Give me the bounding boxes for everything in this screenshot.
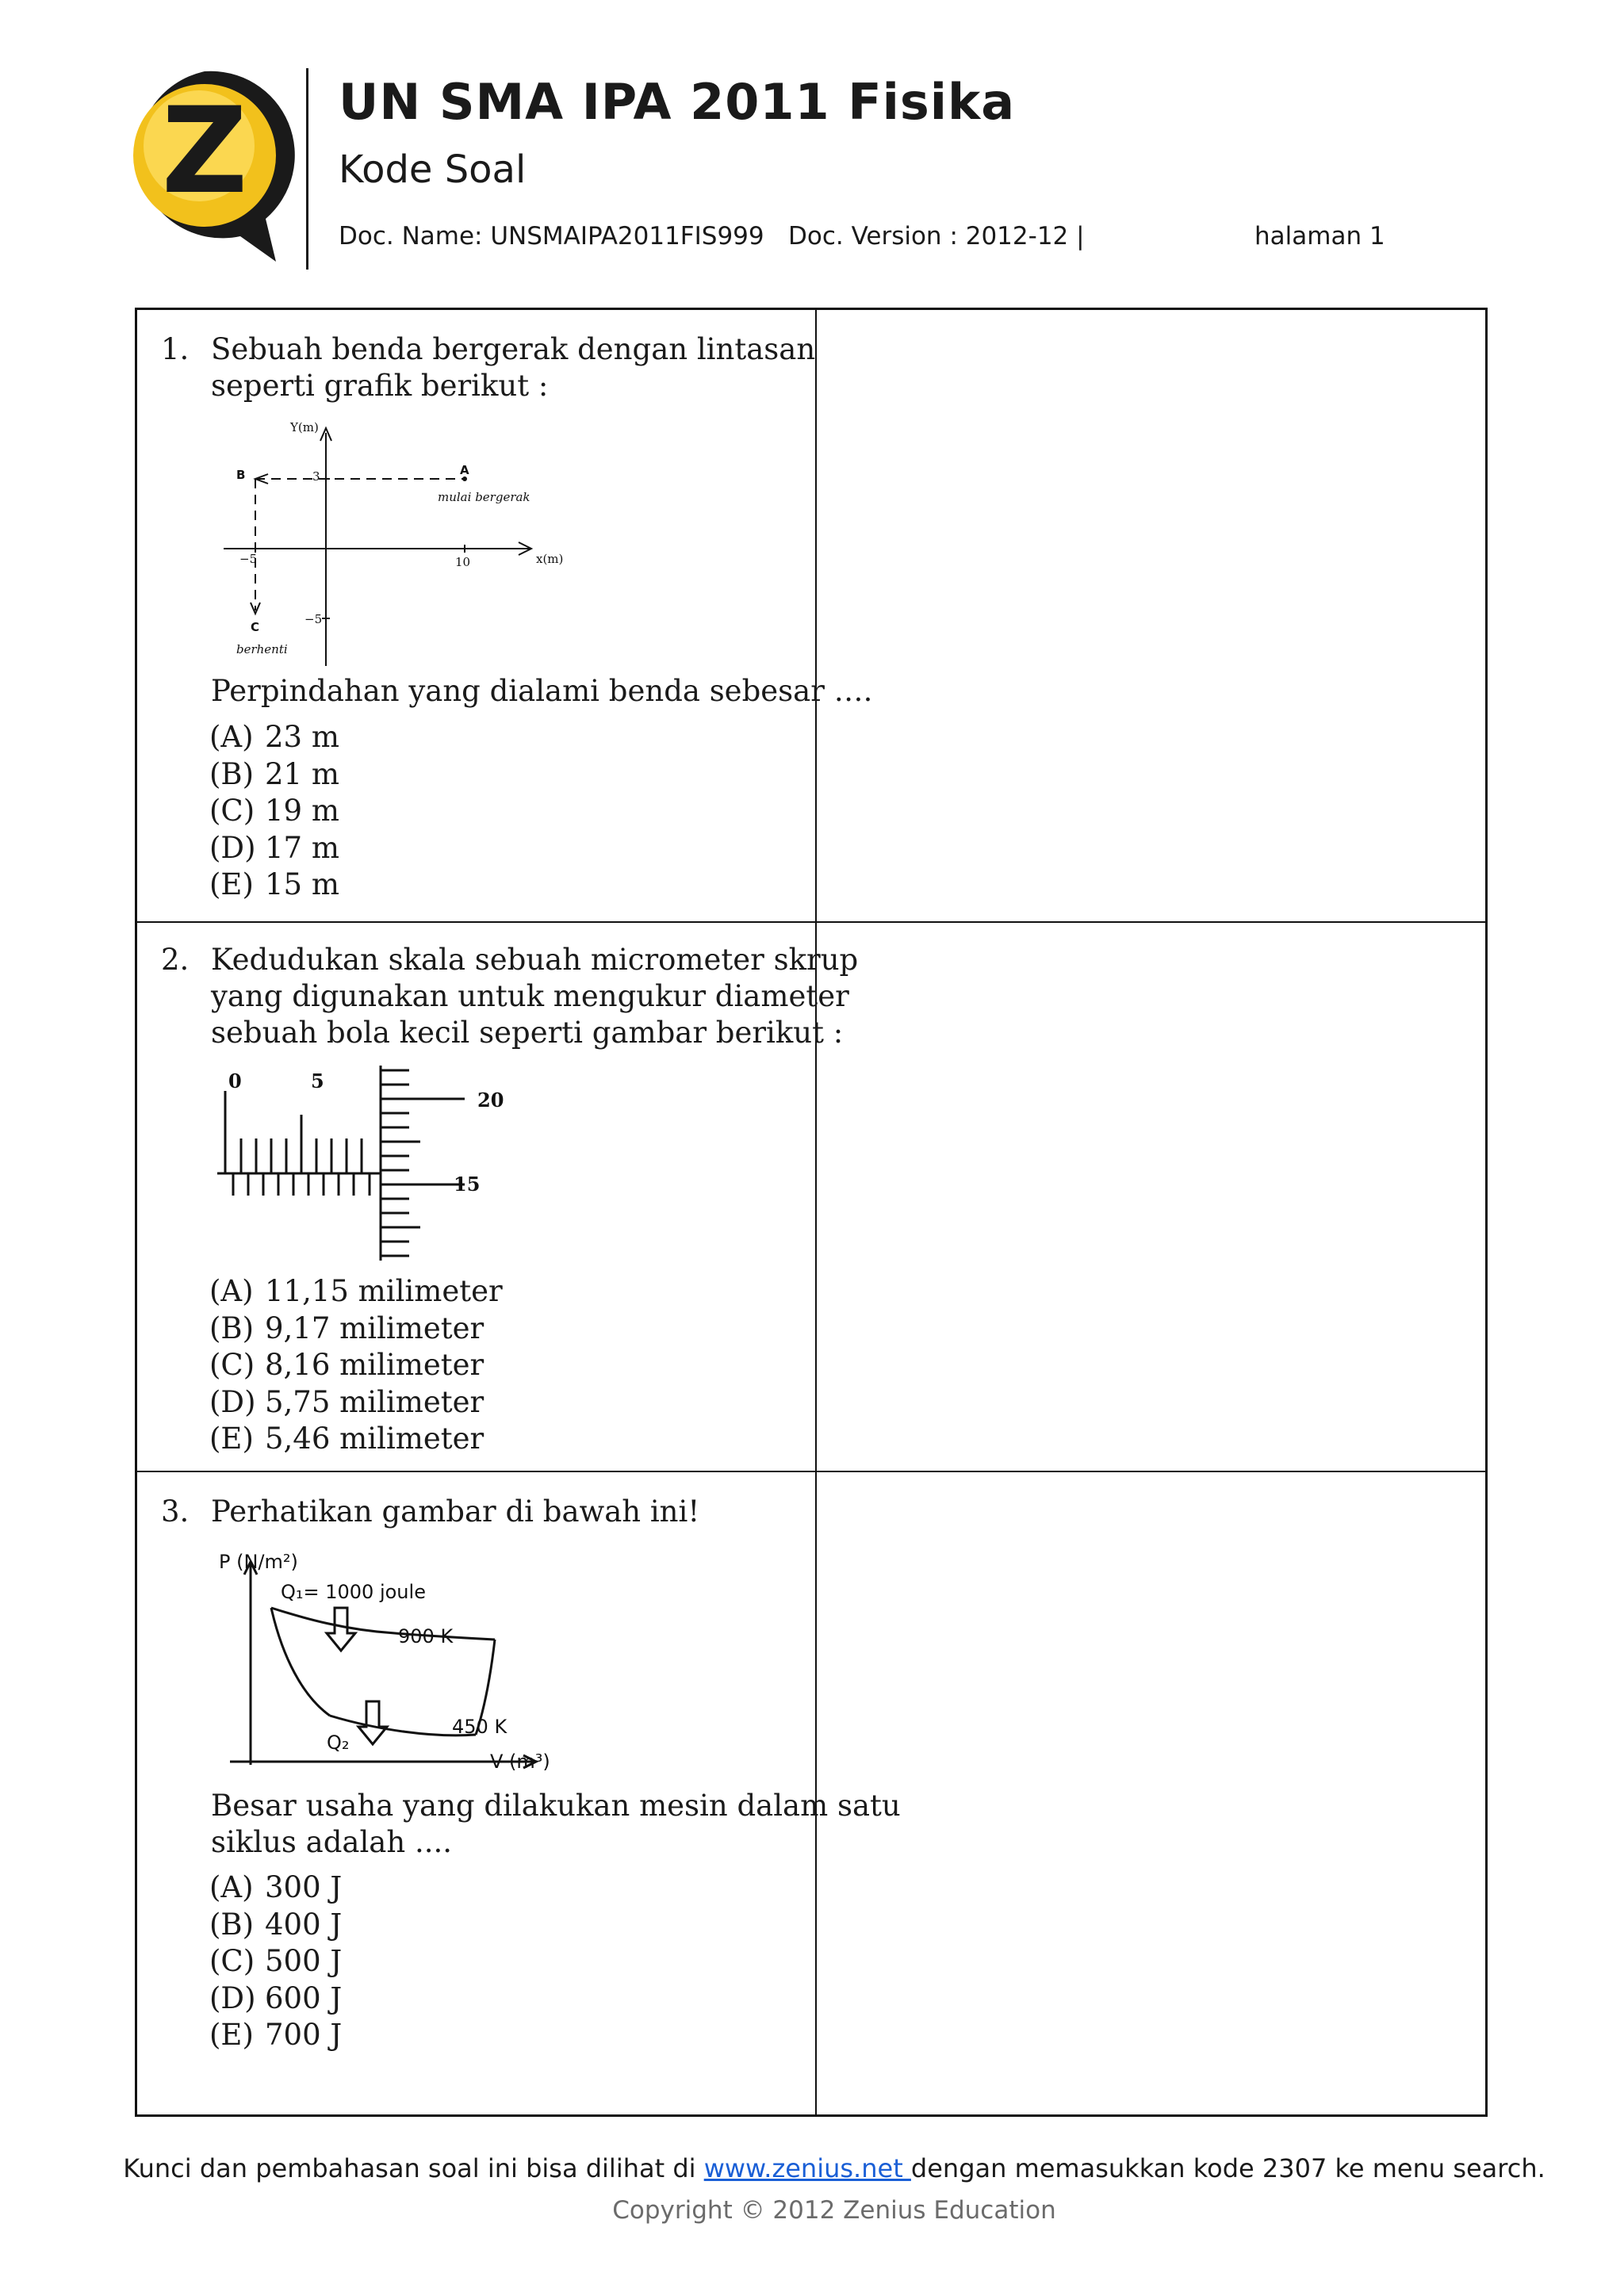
options-q3 bbox=[209, 1869, 342, 2054]
option-a: (A) 11,15 milimeter bbox=[209, 1274, 503, 1308]
x-axis-label: x(m) bbox=[536, 552, 564, 566]
zenius-link[interactable]: www.zenius.net bbox=[703, 2153, 911, 2183]
option-d: (D) 5,75 milimeter bbox=[209, 1384, 485, 1419]
option-b: (B) 21 m bbox=[209, 756, 339, 791]
option-d: (D) 17 m bbox=[209, 830, 339, 865]
page-title: UN SMA IPA 2011 Fisika bbox=[339, 73, 1016, 131]
question-text: yang digunakan untuk mengukur diameter bbox=[211, 979, 849, 1013]
option-c: (C) 8,16 milimeter bbox=[209, 1348, 485, 1382]
temp-low-label: 450 K bbox=[452, 1716, 508, 1738]
option-e: (E) 5,46 milimeter bbox=[209, 1422, 485, 1456]
main-scale-5: 5 bbox=[311, 1070, 324, 1093]
option-b: (B) 400 J bbox=[209, 1907, 343, 1942]
start-note: mulai bergerak bbox=[438, 490, 530, 504]
question-number: 3. bbox=[161, 1494, 190, 1529]
options-q2 bbox=[209, 1273, 503, 1458]
option-c: (C) 500 J bbox=[209, 1944, 343, 1978]
option-a: (A) 300 J bbox=[209, 1870, 343, 1904]
doc-name: Doc. Name: UNSMAIPA2011FIS999 bbox=[339, 222, 764, 251]
tick-label: −5 bbox=[239, 552, 258, 566]
question-prompt: Perpindahan yang dialami benda sebesar …. bbox=[211, 674, 873, 708]
point-c-label: C bbox=[251, 620, 260, 634]
question-text: Kedudukan skala sebuah micrometer skrup bbox=[211, 943, 859, 977]
question-prompt: siklus adalah .... bbox=[211, 1825, 452, 1859]
question-prompt: Besar usaha yang dilakukan mesin dalam satu bbox=[211, 1789, 901, 1823]
tick-label: 3 bbox=[312, 469, 320, 484]
thimble-15: 15 bbox=[454, 1173, 481, 1196]
q2-label: Q₂ bbox=[327, 1732, 350, 1754]
column-divider bbox=[815, 308, 817, 2117]
zenius-logo bbox=[113, 67, 296, 271]
point-a-label: A bbox=[460, 463, 469, 477]
footer-text: dengan memasukkan kode 2307 ke menu search. bbox=[910, 2153, 1545, 2183]
page-number: halaman 1 bbox=[1254, 222, 1385, 251]
question-text: Sebuah benda bergerak dengan lintasan bbox=[211, 332, 816, 366]
header-divider bbox=[306, 68, 308, 270]
option-b: (B) 9,17 milimeter bbox=[209, 1311, 485, 1345]
y-axis-label: Y(m) bbox=[290, 420, 319, 434]
row-divider bbox=[135, 1471, 1488, 1472]
tick-label: 10 bbox=[455, 555, 471, 569]
trajectory-graph bbox=[208, 415, 580, 669]
tick-label: −5 bbox=[304, 612, 323, 626]
p-axis-label: P (N/m²) bbox=[219, 1551, 298, 1573]
option-e: (E) 700 J bbox=[209, 2018, 343, 2052]
stop-note: berhenti bbox=[236, 642, 288, 656]
point-b-label: B bbox=[236, 468, 246, 482]
footer-text: Kunci dan pembahasan soal ini bisa dilihat di bbox=[123, 2153, 704, 2183]
v-axis-label: V (m³) bbox=[490, 1751, 550, 1773]
page-subtitle: Kode Soal bbox=[339, 147, 527, 192]
option-d: (D) 600 J bbox=[209, 1980, 343, 2015]
doc-version: Doc. Version : 2012-12 | bbox=[788, 222, 1085, 251]
question-number: 1. bbox=[161, 332, 190, 366]
question-text: seperti grafik berikut : bbox=[211, 369, 549, 403]
footer-note bbox=[0, 2153, 1624, 2183]
micrometer-figure bbox=[211, 1062, 512, 1269]
question-text: Perhatikan gambar di bawah ini! bbox=[211, 1494, 700, 1529]
copyright: Copyright © 2012 Zenius Education bbox=[612, 2196, 1056, 2225]
option-a: (A) 23 m bbox=[209, 720, 339, 754]
question-number: 2. bbox=[161, 943, 190, 977]
row-divider bbox=[135, 921, 1488, 923]
q1-label: Q₁= 1000 joule bbox=[281, 1581, 426, 1603]
logo-letter: Z bbox=[161, 82, 248, 220]
options-q1 bbox=[209, 719, 339, 904]
main-scale-0: 0 bbox=[228, 1070, 242, 1093]
thimble-20: 20 bbox=[477, 1089, 504, 1112]
carnot-cycle-diagram bbox=[211, 1546, 576, 1784]
option-c: (C) 19 m bbox=[209, 794, 339, 828]
question-text: sebuah bola kecil seperti gambar berikut : bbox=[211, 1016, 844, 1050]
option-e: (E) 15 m bbox=[209, 867, 339, 901]
temp-high-label: 900 K bbox=[398, 1625, 454, 1647]
